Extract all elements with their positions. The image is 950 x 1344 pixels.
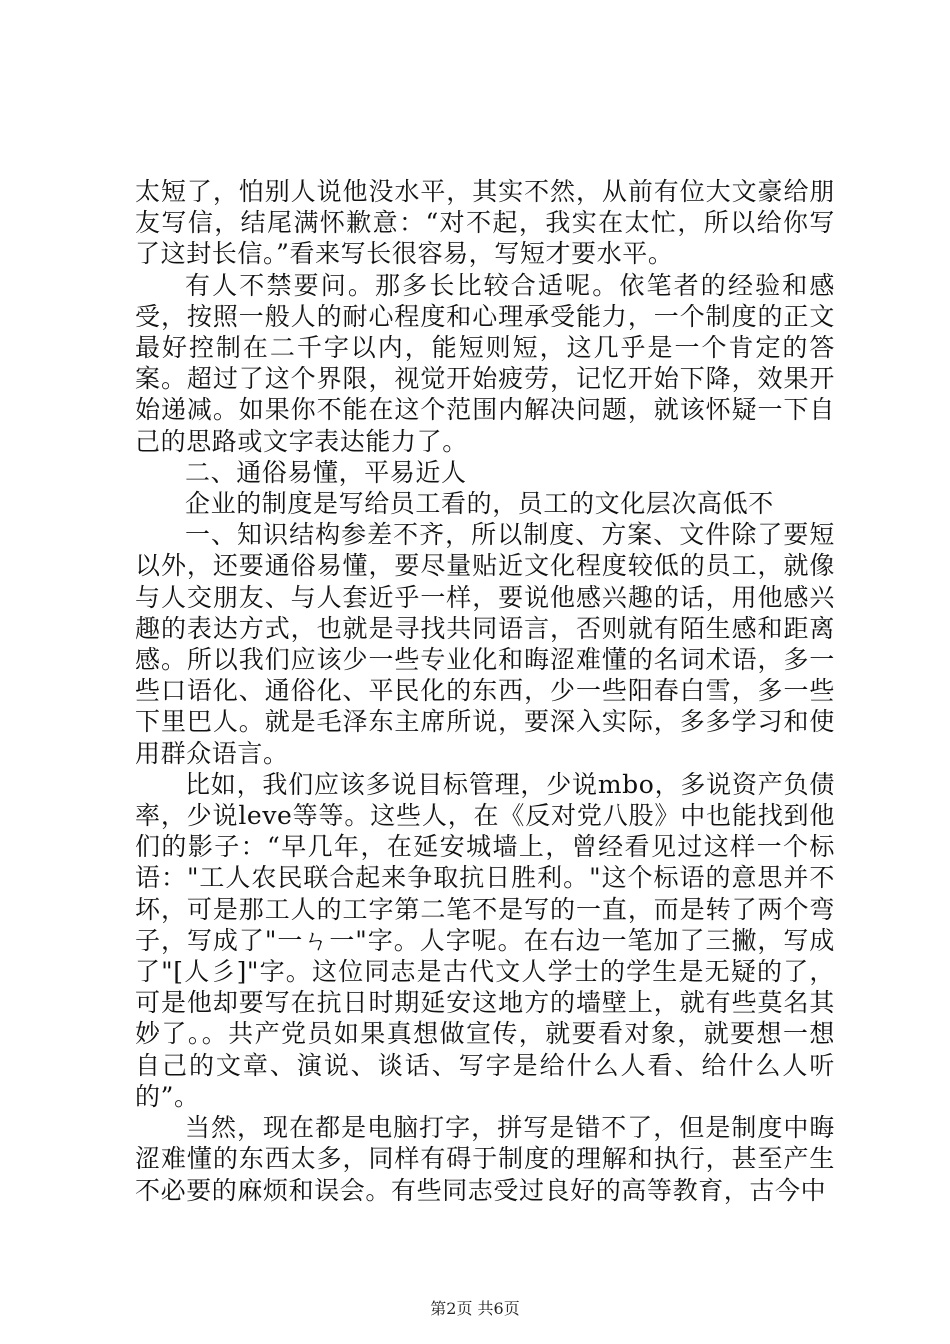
paragraph: 太短了，怕别人说他没水平，其实不然，从前有位大文豪给朋友写信，结尾满怀歉意：“对不起，我实在太忙，所以给你写了这封长信。”看来写长很容易，写短才要水平。: [135, 177, 835, 269]
paragraph: 企业的制度是写给员工看的，员工的文化层次高低不: [185, 489, 774, 519]
document-body: [135, 176, 835, 1206]
paragraph: 有人不禁要问。那多长比较合适呢。依笔者的经验和感受，按照一般人的耐心程度和心理承受能力，一个制度的正文最好控制在二千字以内，能短则短，这几乎是一个肯定的答案。超过了这个界限，视觉开始疲劳，记忆开始下降，效果开始递减。如果你不能在这个范围内解决问题，就该怀疑一下自己的思路或文字表达能力了。: [135, 270, 835, 456]
section-heading: 二、通俗易懂，平易近人: [185, 457, 467, 487]
paragraph: 一、知识结构参差不齐，所以制度、方案、文件除了要短以外，还要通俗易懂，要尽量贴近文化程度较低的员工，就像与人交朋友、与人套近乎一样，要说他感兴趣的话，用他感兴趣的表达方式，也就是寻找共同语言，否则就有陌生感和距离感。所以我们应该少一些专业化和晦涩难懂的名词术语，多一些口语化、通俗化、平民化的东西，少一些阳春白雪，多一些下里巴人。就是毛泽东主席所说，要深入实际，多多学习和使用群众语言。: [135, 520, 835, 768]
paragraph: 比如，我们应该多说目标管理，少说mbo，多说资产负债率，少说leve等等。这些人，在《反对党八股》中也能找到他们的影子：“早几年，在延安城墙上，曾经看见过这样一个标语："工人农民联合起来争取抗日胜利。"这个标语的意思并不坏，可是那工人的工字第二笔不是写的一直，而是转了两个弯子，写成了"一ㄣ一"字。人字呢。在右边一笔加了三撇，写成了"[人彡]"字。这位同志是古代文人学士的学生是无疑的了，可是他却要写在抗日时期延安这地方的墙壁上，就有些莫名其妙了。。共产党员如果真想做宣传，就要看对象，就要想一想自己的文章、演说、谈话、写字是给什么人看、给什么人听的”。: [135, 769, 835, 1111]
page-number: 第2页 共6页: [430, 1299, 520, 1318]
paragraph: 当然，现在都是电脑打字，拼写是错不了，但是制度中晦涩难懂的东西太多，同样有碍于制度的理解和执行，甚至产生不必要的麻烦和误会。有些同志受过良好的高等教育，古今中: [135, 1113, 835, 1205]
